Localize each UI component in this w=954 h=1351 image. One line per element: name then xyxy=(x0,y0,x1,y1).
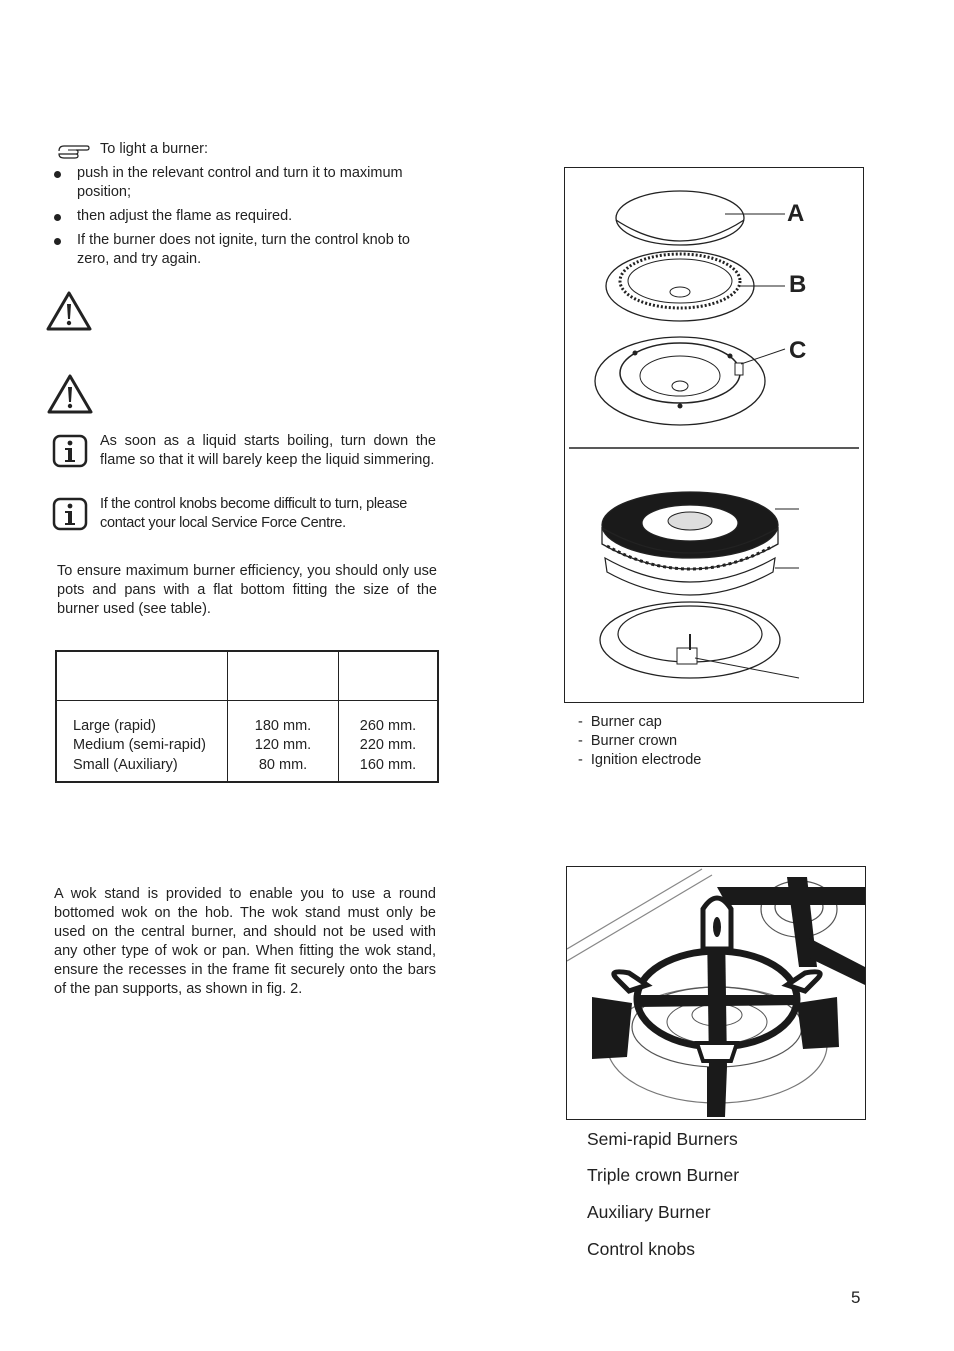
legend-text: Burner crown xyxy=(590,733,678,749)
step-text: If the burner does not ignite, turn the control knob to zero, and try again. xyxy=(77,232,410,267)
pan-size-table xyxy=(55,650,439,783)
min-diameter: 180 mm. xyxy=(254,717,312,734)
warning-icon xyxy=(46,373,94,415)
label-b: B xyxy=(789,271,807,298)
header-cell xyxy=(56,651,228,701)
label-c: C xyxy=(789,337,807,364)
table-header-row xyxy=(56,651,438,701)
header-cell xyxy=(339,651,439,701)
wok-stand-figure xyxy=(566,866,866,1120)
min-diameter-column xyxy=(228,701,339,783)
header-cell xyxy=(228,651,339,701)
min-diameter: 80 mm. xyxy=(258,756,308,773)
burner-illustration xyxy=(565,168,863,702)
hob-list-item: Triple crown Burner xyxy=(587,1165,740,1185)
info-icon xyxy=(52,434,88,468)
max-diameter-column xyxy=(339,701,439,783)
legend-text: Burner cap xyxy=(590,714,662,730)
list-item xyxy=(54,207,438,227)
table-body-row xyxy=(56,701,438,783)
burner-column xyxy=(56,701,228,783)
info-note: As soon as a liquid starts boiling, turn down the flame so that it will barely keep the liquid simmering. xyxy=(100,433,436,468)
max-diameter: 260 mm. xyxy=(359,717,417,734)
efficiency-paragraph: To ensure maximum burner efficiency, you should only use pots and pans with a flat bottom fitting the size of the burner used (see table). xyxy=(57,563,437,617)
legend-item: - Ignition electrode xyxy=(578,752,702,768)
info-icon xyxy=(52,497,88,531)
list-item xyxy=(54,231,438,271)
max-diameter: 160 mm. xyxy=(359,756,417,773)
bullet-icon xyxy=(54,238,61,245)
wok-stand-illustration xyxy=(567,867,865,1119)
bullet-icon xyxy=(54,171,61,178)
warning-icon xyxy=(45,290,93,332)
bullet-icon xyxy=(54,214,61,221)
page-number: 5 xyxy=(851,1288,861,1307)
burner-name: Medium (semi-rapid) xyxy=(73,737,206,753)
step-text: then adjust the flame as required. xyxy=(77,208,293,224)
hob-list-item: Control knobs xyxy=(587,1239,695,1259)
legend-item: - Burner crown xyxy=(578,733,678,749)
burner-diagram xyxy=(564,167,864,703)
min-diameter: 120 mm. xyxy=(254,737,312,753)
step-text: push in the relevant control and turn it to maximum position; xyxy=(77,165,403,200)
legend-item: - Burner cap xyxy=(578,714,662,730)
burner-name: Large (rapid) xyxy=(73,717,157,734)
hob-list-item: Auxiliary Burner xyxy=(587,1202,711,1222)
list-item xyxy=(54,164,438,204)
hob-list-item: Semi-rapid Burners xyxy=(587,1129,738,1149)
wok-paragraph: A wok stand is provided to enable you to use a round bottomed wok on the hob. The wok stand must only be used on the central burner, and should not be used with any other type of wok or pan. When fitting the wok stand, ensure the recesses in the frame fit securely onto the bars of the pan supports, as shown in fig. 2. xyxy=(54,886,436,997)
label-a: A xyxy=(787,200,805,227)
max-diameter: 220 mm. xyxy=(359,737,417,753)
pointing-hand-icon xyxy=(56,141,92,161)
burner-name: Small (Auxiliary) xyxy=(73,756,178,773)
lighting-intro: To light a burner: xyxy=(100,141,209,157)
legend-text: Ignition electrode xyxy=(590,752,702,768)
info-note: If the control knobs become difficult to turn, please contact your local Service Force Centre. xyxy=(100,496,408,531)
